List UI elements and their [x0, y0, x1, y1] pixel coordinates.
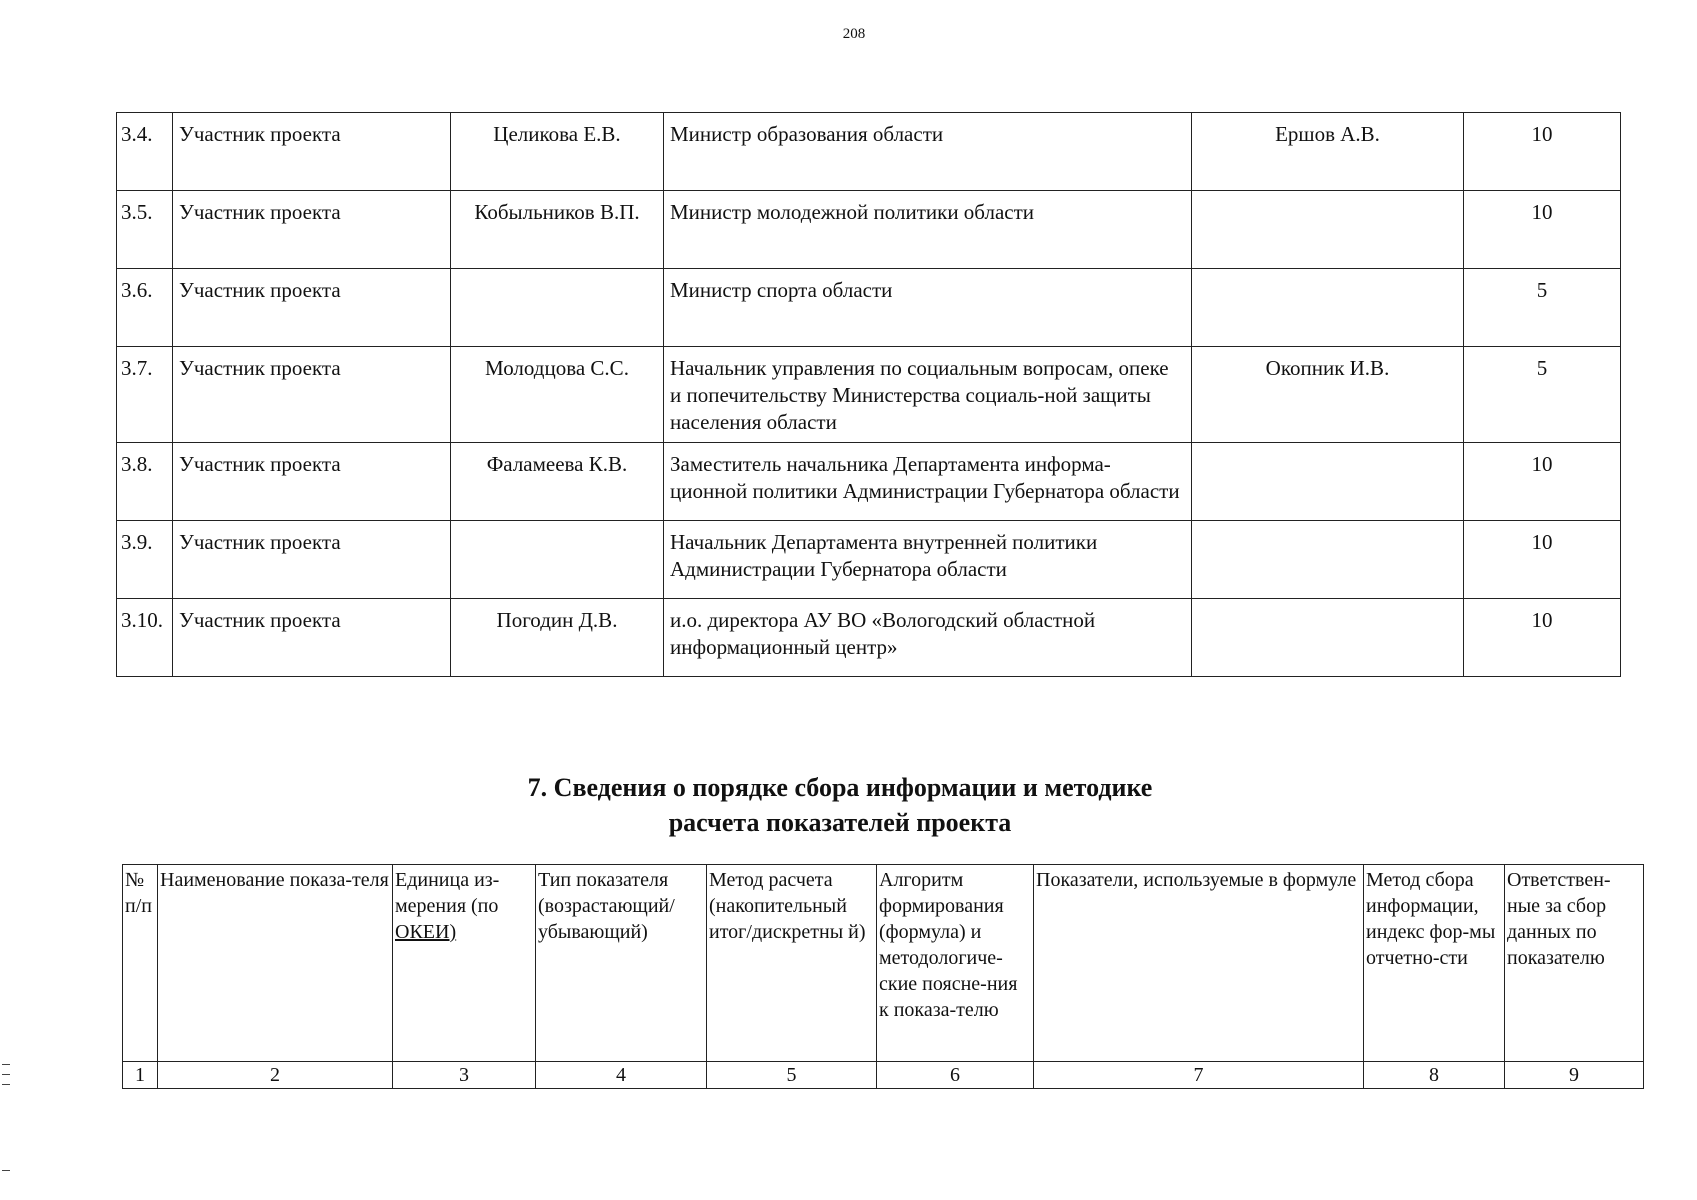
header-calc-method: Метод расчета (накопительный итог/дискретны й)	[707, 865, 877, 1062]
participant-row	[117, 443, 1621, 521]
participant-load: 5	[1464, 347, 1621, 443]
margin-mark	[2, 1064, 10, 1065]
participant-row	[117, 599, 1621, 677]
header-unit-okei: ОКЕИ)	[395, 921, 457, 943]
header-responsible: Ответствен-ные за сбор данных по показателю	[1505, 865, 1644, 1062]
header-unit-text: Единица из-мерения (по	[395, 869, 500, 917]
participant-role: Участник проекта	[173, 599, 451, 677]
participant-position: и.о. директора АУ ВО «Вологодский областной информационный центр»	[664, 599, 1192, 677]
participant-load: 10	[1464, 443, 1621, 521]
participant-name: Целикова Е.В.	[451, 113, 664, 191]
section-title-line-1: 7. Сведения о порядке сбора информации и методике	[527, 773, 1153, 802]
participant-name: Молодцова С.С.	[451, 347, 664, 443]
index-cell: 9	[1505, 1062, 1644, 1089]
participant-name: Фаламеева К.В.	[451, 443, 664, 521]
index-cell: 2	[158, 1062, 393, 1089]
index-cell: 5	[707, 1062, 877, 1089]
participant-name: Кобыльников В.П.	[451, 191, 664, 269]
participant-load: 10	[1464, 599, 1621, 677]
header-indicator-type: Тип показателя (возрастающий/ убывающий)	[536, 865, 707, 1062]
participant-number: 3.7.	[117, 347, 173, 443]
participant-role: Участник проекта	[173, 347, 451, 443]
indicators-index-row	[123, 1062, 1644, 1089]
participant-supervisor	[1192, 269, 1464, 347]
participant-number: 3.6.	[117, 269, 173, 347]
index-cell: 8	[1364, 1062, 1505, 1089]
index-cell: 1	[123, 1062, 158, 1089]
participant-supervisor	[1192, 521, 1464, 599]
header-formula-indicators: Показатели, используемые в формуле	[1034, 865, 1364, 1062]
participant-position: Министр спорта области	[664, 269, 1192, 347]
participant-load: 5	[1464, 269, 1621, 347]
margin-mark	[2, 1074, 10, 1075]
participants-body	[117, 113, 1621, 677]
participant-name	[451, 269, 664, 347]
participant-row	[117, 191, 1621, 269]
participant-name	[451, 521, 664, 599]
indicators-header-row	[123, 865, 1644, 1062]
participant-number: 3.9.	[117, 521, 173, 599]
participant-role: Участник проекта	[173, 113, 451, 191]
indicators-table	[122, 864, 1644, 1089]
participant-role: Участник проекта	[173, 269, 451, 347]
header-collection-method: Метод сбора информации, индекс фор-мы отчетно-сти	[1364, 865, 1505, 1062]
index-cell: 7	[1034, 1062, 1364, 1089]
participant-row	[117, 347, 1621, 443]
participant-load: 10	[1464, 521, 1621, 599]
participant-role: Участник проекта	[173, 521, 451, 599]
participant-row	[117, 521, 1621, 599]
participant-supervisor	[1192, 443, 1464, 521]
participant-role: Участник проекта	[173, 191, 451, 269]
participant-row	[117, 269, 1621, 347]
index-cell: 4	[536, 1062, 707, 1089]
participant-number: 3.10.	[117, 599, 173, 677]
index-cell: 6	[877, 1062, 1034, 1089]
participant-position: Заместитель начальника Департамента информа-ционной политики Администрации Губернатора области	[664, 443, 1192, 521]
header-indicator-name: Наименование показа-теля	[158, 865, 393, 1062]
section-title	[450, 770, 1230, 840]
participant-supervisor: Окопник И.В.	[1192, 347, 1464, 443]
participant-number: 3.8.	[117, 443, 173, 521]
participant-position: Министр образования области	[664, 113, 1192, 191]
participant-load: 10	[1464, 113, 1621, 191]
participant-role: Участник проекта	[173, 443, 451, 521]
participant-supervisor	[1192, 599, 1464, 677]
header-unit	[393, 865, 536, 1062]
participant-position: Начальник Департамента внутренней политики Администрации Губернатора области	[664, 521, 1192, 599]
participants-table	[116, 112, 1621, 677]
participant-row	[117, 113, 1621, 191]
participant-load: 10	[1464, 191, 1621, 269]
margin-mark	[2, 1170, 10, 1171]
participant-name: Погодин Д.В.	[451, 599, 664, 677]
participant-position: Министр молодежной политики области	[664, 191, 1192, 269]
header-num: № п/п	[123, 865, 158, 1062]
participant-number: 3.4.	[117, 113, 173, 191]
participant-supervisor	[1192, 191, 1464, 269]
participant-position: Начальник управления по социальным вопросам, опеке и попечительству Министерства социаль-ной защиты населения области	[664, 347, 1192, 443]
participant-number: 3.5.	[117, 191, 173, 269]
section-title-line-2: расчета показателей проекта	[668, 808, 1012, 837]
page-number: 208	[842, 26, 866, 42]
header-algorithm: Алгоритм формирования (формула) и методологиче-ские поясне-ния к показа-телю	[877, 865, 1034, 1062]
participant-supervisor: Ершов А.В.	[1192, 113, 1464, 191]
index-cell: 3	[393, 1062, 536, 1089]
margin-mark	[2, 1084, 10, 1085]
